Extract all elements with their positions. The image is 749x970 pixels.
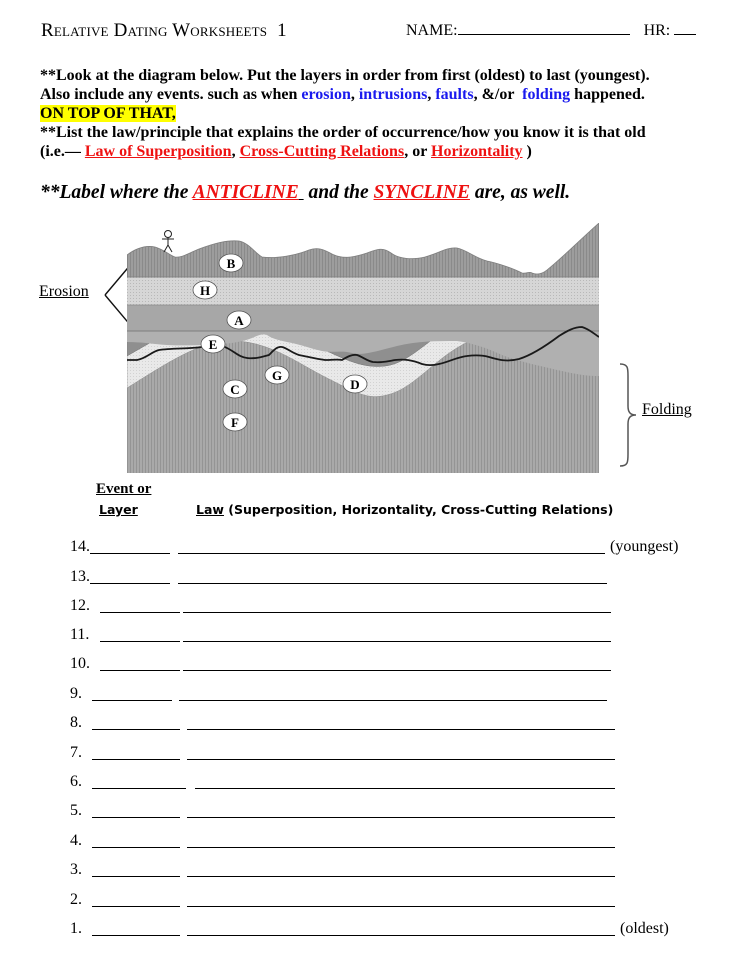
event-layer-blank[interactable]: [92, 906, 180, 907]
event-layer-blank[interactable]: [100, 641, 180, 642]
layer-label-c: [223, 380, 247, 398]
svg-text:A: A: [234, 313, 244, 328]
event-layer-blank[interactable]: [92, 729, 180, 730]
svg-text:E: E: [208, 337, 218, 352]
rock-layers-diagram: [127, 223, 599, 473]
folding-brace: [618, 362, 640, 468]
layer-label-h: [193, 281, 217, 299]
row-number: 4.: [70, 832, 82, 849]
event-layer-blank[interactable]: [90, 553, 170, 554]
title-text: Relative Dating Worksheets: [41, 20, 268, 41]
law-blank[interactable]: [178, 553, 605, 554]
folding-label: Folding: [642, 401, 692, 418]
layer-label-b: [219, 254, 243, 272]
event-erosion: erosion: [301, 86, 351, 103]
law-blank[interactable]: [183, 641, 611, 642]
instruction-line-4: **List the law/principle that explains the order of occurrence/how you know it is that old: [40, 124, 646, 141]
event-intrusions: intrusions: [358, 86, 428, 103]
instruction-highlight-line: [40, 104, 650, 123]
row-number: 12.: [70, 597, 90, 614]
youngest-note: (youngest): [610, 538, 679, 555]
row-number: 1.: [70, 920, 82, 937]
name-input-line[interactable]: [458, 33, 630, 35]
layer-label-g: [265, 366, 289, 384]
row-number: 7.: [70, 744, 82, 761]
law-horizontality: Horizontality: [431, 143, 523, 160]
law-blank[interactable]: [179, 700, 607, 701]
instruction-line-1: **Look at the diagram below. Put the layers in order from first (oldest) to last (youngest).: [40, 67, 650, 84]
row-number: 10.: [70, 655, 90, 672]
hr-label: HR:: [643, 22, 671, 39]
law-superposition: Law of Superposition: [84, 143, 232, 160]
row-number: 9.: [70, 685, 82, 702]
law-blank[interactable]: [187, 847, 615, 848]
instructions: [40, 66, 650, 161]
oldest-note: (oldest): [620, 920, 669, 937]
row-number: 14.: [70, 538, 90, 555]
layer-a: [127, 305, 599, 331]
row-number: 5.: [70, 802, 82, 819]
title-number: 1: [277, 20, 287, 41]
layer-label-a: [227, 311, 251, 329]
law-blank[interactable]: [183, 612, 611, 613]
event-faults: faults: [435, 86, 474, 103]
instruction-line-5: (i.e.— Law of Superposition, Cross-Cutting Relations, or Horizontality ): [40, 143, 532, 160]
law-blank[interactable]: [195, 788, 615, 789]
law-blank[interactable]: [187, 759, 615, 760]
instruction-line-2: Also include any events. such as when erosion, intrusions, faults, &/or folding happened.: [40, 86, 645, 103]
row-number: 3.: [70, 861, 82, 878]
law-blank[interactable]: [187, 906, 615, 907]
layer-b: [127, 223, 599, 277]
hr-input-line[interactable]: [674, 33, 696, 35]
event-layer-blank[interactable]: [92, 847, 180, 848]
event-layer-blank[interactable]: [100, 670, 180, 671]
row-number: 6.: [70, 773, 82, 790]
svg-text:H: H: [199, 283, 211, 298]
col2-header: Law (Superposition, Horizontality, Cross-Cutting Relations): [196, 502, 614, 517]
event-layer-blank[interactable]: [92, 817, 180, 818]
event-layer-blank[interactable]: [92, 700, 172, 701]
name-hr-fields: [406, 22, 696, 40]
col1-header: Event or: [96, 481, 152, 497]
event-layer-blank[interactable]: [92, 759, 180, 760]
row-number: 13.: [70, 568, 90, 585]
col1-header-layer: Layer: [99, 502, 138, 517]
worksheet-title: [41, 20, 287, 42]
svg-text:D: D: [350, 377, 360, 392]
row-number: 11.: [70, 626, 90, 643]
law-blank[interactable]: [187, 876, 615, 877]
law-blank[interactable]: [187, 935, 615, 936]
law-blank[interactable]: [178, 583, 607, 584]
erosion-label: Erosion: [39, 283, 89, 300]
layer-label-d: [343, 375, 367, 393]
law-cross-cutting: Cross-Cutting Relations: [239, 143, 405, 160]
name-label: NAME:: [406, 22, 458, 39]
svg-text:B: B: [226, 256, 236, 271]
layer-label-e: [201, 335, 225, 353]
event-layer-blank[interactable]: [92, 876, 180, 877]
highlight-on-top-of-that: ON TOP OF THAT,: [40, 105, 176, 122]
law-blank[interactable]: [187, 729, 615, 730]
law-blank[interactable]: [187, 817, 615, 818]
syncline-term: SYNCLINE: [373, 182, 470, 203]
row-number: 2.: [70, 891, 82, 908]
row-number: 8.: [70, 714, 82, 731]
law-blank[interactable]: [183, 670, 611, 671]
svg-text:G: G: [271, 368, 283, 383]
anticline-term: ANTICLINE: [192, 182, 299, 203]
person-icon: [162, 231, 174, 253]
layer-label-f: [223, 413, 247, 431]
event-folding: folding: [522, 86, 571, 103]
label-question: **Label where the ANTICLINE and the SYNCLINE are, as well.: [40, 182, 571, 203]
svg-text:F: F: [231, 415, 239, 430]
svg-text:C: C: [230, 382, 240, 397]
event-layer-blank[interactable]: [100, 612, 180, 613]
event-layer-blank[interactable]: [92, 935, 180, 936]
event-layer-blank[interactable]: [92, 788, 186, 789]
event-layer-blank[interactable]: [90, 583, 170, 584]
